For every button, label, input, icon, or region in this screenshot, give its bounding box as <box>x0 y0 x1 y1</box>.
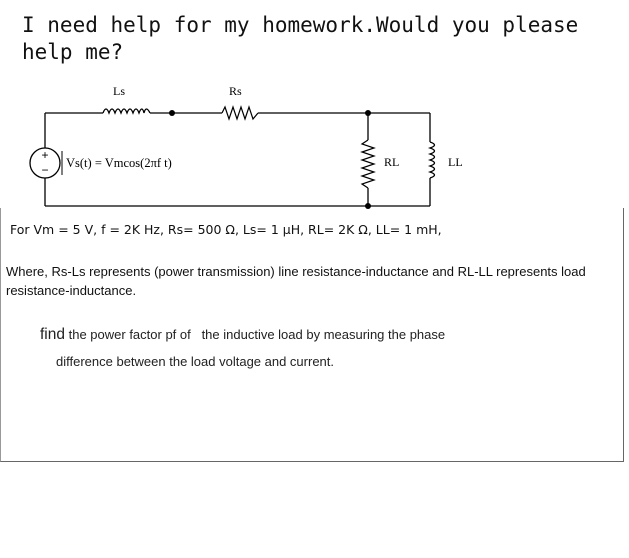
rs-label: Rs <box>229 84 242 98</box>
inductor-ll-symbol <box>430 142 435 178</box>
resistor-rl-symbol <box>362 140 374 188</box>
question-title: I need help for my homework.Would you please help me? <box>22 13 579 64</box>
ll-label: LL <box>448 155 463 169</box>
find-word: find <box>40 326 65 343</box>
parameters-line: For Vm = 5 V, f = 2K Hz, Rs= 500 Ω, Ls= 1 μH, RL= 2K Ω, LL= 1 mH, <box>10 222 442 237</box>
inductor-ls-symbol <box>103 109 150 113</box>
rl-label: RL <box>384 155 400 169</box>
resistor-rs-symbol <box>222 107 258 119</box>
source-minus-sign: − <box>41 163 49 177</box>
find-line-1 <box>40 326 445 344</box>
find-line-1-rest: the power factor pf of the inductive load by measuring the phase <box>65 327 446 342</box>
ls-label: Ls <box>113 84 125 98</box>
source-plus-sign: + <box>41 148 49 162</box>
source-label: Vs(t) = Vmcos(2πf t) <box>66 156 172 170</box>
find-line-2: difference between the load voltage and current. <box>56 354 335 369</box>
where-description: Where, Rs-Ls represents (power transmission) line resistance-inductance and RL-LL represents load resistance-inductance. <box>6 264 586 298</box>
circuit-diagram <box>0 0 629 210</box>
